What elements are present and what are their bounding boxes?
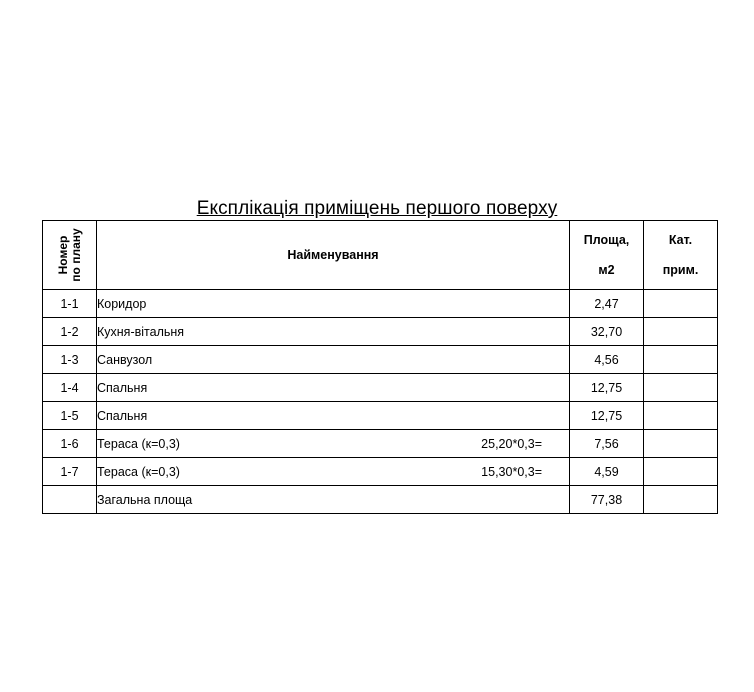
room-number: 1-4 — [43, 374, 97, 402]
room-name: Тераса (к=0,3) — [97, 464, 180, 479]
header-cat-line2: прим. — [662, 263, 699, 277]
room-number: 1-2 — [43, 318, 97, 346]
header-number-line2: по плану — [68, 228, 83, 282]
room-name: Спальня — [97, 380, 148, 395]
room-category — [644, 430, 718, 458]
area-calc: 15,30*0,3= — [481, 464, 542, 479]
total-row — [43, 486, 718, 514]
room-category — [644, 346, 718, 374]
total-label: Загальна площа — [97, 486, 570, 514]
table-row — [43, 290, 718, 318]
header-number — [43, 221, 97, 290]
room-name-cell — [97, 402, 570, 430]
table-row — [43, 318, 718, 346]
room-category — [644, 374, 718, 402]
table-row — [43, 458, 718, 486]
room-category — [644, 402, 718, 430]
room-name-cell — [97, 458, 570, 486]
total-category — [644, 486, 718, 514]
room-name: Кухня-вітальня — [97, 324, 185, 339]
header-category — [644, 221, 718, 290]
room-name: Санвузол — [97, 352, 153, 367]
room-category — [644, 318, 718, 346]
table-row — [43, 430, 718, 458]
document-title: Експлікація приміщень першого поверху — [196, 198, 558, 219]
total-area: 77,38 — [570, 486, 644, 514]
room-area: 4,59 — [570, 458, 644, 486]
header-area-line2: м2 — [598, 263, 615, 277]
room-area: 12,75 — [570, 402, 644, 430]
room-number: 1-3 — [43, 346, 97, 374]
room-area: 7,56 — [570, 430, 644, 458]
header-area-line1: Площа, — [583, 233, 630, 247]
room-name: Коридор — [97, 296, 147, 311]
room-number: 1-1 — [43, 290, 97, 318]
room-area: 32,70 — [570, 318, 644, 346]
header-number-line1: Номер — [55, 235, 70, 275]
room-number: 1-6 — [43, 430, 97, 458]
room-name-cell — [97, 318, 570, 346]
table-header-row — [43, 221, 718, 290]
table-row — [43, 346, 718, 374]
room-area: 12,75 — [570, 374, 644, 402]
room-name: Тераса (к=0,3) — [97, 436, 180, 451]
room-name-cell — [97, 346, 570, 374]
room-area: 4,56 — [570, 346, 644, 374]
room-category — [644, 458, 718, 486]
area-calc: 25,20*0,3= — [481, 436, 542, 451]
table-row — [43, 402, 718, 430]
room-area: 2,47 — [570, 290, 644, 318]
total-number — [43, 486, 97, 514]
room-name-cell — [97, 374, 570, 402]
room-category — [644, 290, 718, 318]
header-name: Найменування — [97, 221, 570, 290]
room-name: Спальня — [97, 408, 148, 423]
explication-table — [42, 220, 718, 514]
room-name-cell — [97, 290, 570, 318]
room-name-cell — [97, 430, 570, 458]
table-row — [43, 374, 718, 402]
room-number: 1-5 — [43, 402, 97, 430]
header-area — [570, 221, 644, 290]
header-cat-line1: Кат. — [668, 233, 693, 247]
room-number: 1-7 — [43, 458, 97, 486]
